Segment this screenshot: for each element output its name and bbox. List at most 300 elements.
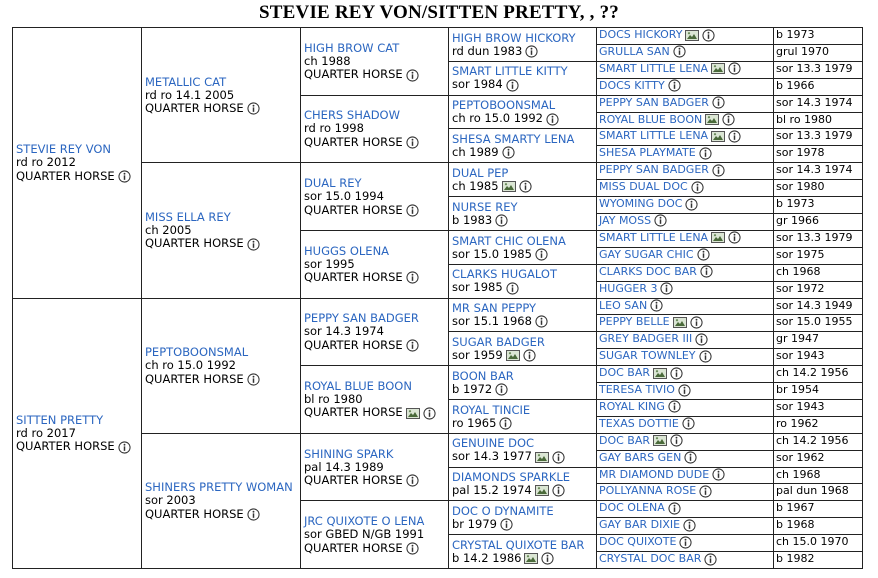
horse-name-link[interactable]	[599, 265, 771, 279]
horse-name-link[interactable]	[599, 417, 771, 431]
horse-name-link[interactable]	[599, 129, 771, 143]
info-circle-icon[interactable]	[704, 553, 717, 566]
horse-name-text[interactable]: TEXAS DOTTIE	[599, 416, 679, 430]
horse-details: sor 1943	[776, 399, 825, 413]
horse-name-link[interactable]: CLARKS HUGALOT	[452, 267, 557, 282]
pedigree-cell-gen2	[141, 162, 301, 298]
info-circle-icon[interactable]	[691, 181, 704, 194]
horse-name-link[interactable]: MISS ELLA REY	[145, 209, 231, 224]
horse-photo-icon[interactable]	[535, 452, 549, 463]
horse-details: b 1966	[776, 78, 815, 92]
pedigree-cell-gen4	[448, 264, 597, 299]
info-circle-icon[interactable]	[712, 468, 725, 481]
pedigree-cell-gen3	[300, 95, 449, 164]
info-circle-icon[interactable]	[406, 474, 419, 487]
horse-name-text[interactable]: MISS DUAL DOC	[599, 180, 688, 194]
horse-name-link[interactable]	[599, 332, 771, 346]
info-circle-icon[interactable]	[523, 349, 536, 362]
pedigree-cell-gen4	[448, 128, 597, 163]
horse-details	[145, 359, 297, 373]
pedigree-cell-gen5	[596, 44, 774, 62]
horse-name-text[interactable]: CRYSTAL DOC BAR	[599, 552, 702, 566]
pedigree-cell-gen4	[448, 399, 597, 434]
pedigree-cell-gen4	[448, 534, 597, 569]
pedigree-cell-gen3	[300, 230, 449, 299]
horse-details	[304, 122, 445, 136]
pedigree-cell-gen4	[448, 331, 597, 366]
horse-detail-text: sor 15.0 1994	[304, 189, 384, 204]
info-circle-icon[interactable]	[728, 62, 741, 75]
horse-name-link[interactable]: HUGGS OLENA	[304, 243, 390, 258]
pedigree-cell-gen1	[12, 298, 142, 570]
horse-detail-text: ch 1989	[452, 145, 499, 160]
info-circle-icon[interactable]	[670, 434, 683, 447]
horse-name-link[interactable]	[599, 484, 771, 498]
horse-name-text[interactable]: DOCS KITTY	[599, 78, 665, 92]
horse-details	[452, 214, 593, 228]
horse-name-link[interactable]: DOC O DYNAMITE	[452, 504, 554, 519]
horse-name-link[interactable]: PEPTOBOONSMAL	[452, 98, 556, 113]
horse-name-link[interactable]: SHINING SPARK	[304, 446, 394, 461]
info-circle-icon[interactable]	[118, 441, 131, 454]
info-circle-icon[interactable]	[670, 367, 683, 380]
pedigree-cell-gen4	[448, 467, 597, 502]
info-circle-icon[interactable]	[684, 451, 697, 464]
horse-name-link[interactable]	[599, 315, 771, 329]
horse-details	[452, 417, 593, 431]
info-circle-icon[interactable]	[668, 400, 681, 413]
horse-name-link[interactable]	[599, 552, 771, 566]
horse-name-text[interactable]: LEO SAN	[599, 298, 648, 312]
horse-name-text[interactable]: GAY SUGAR CHIC	[599, 247, 694, 261]
info-circle-icon[interactable]	[728, 231, 741, 244]
horse-details	[452, 281, 593, 295]
horse-name-link[interactable]	[599, 299, 771, 313]
pedigree-cell-gen2	[141, 433, 301, 569]
info-circle-icon[interactable]	[712, 96, 725, 109]
horse-details: br 1954	[776, 383, 819, 397]
horse-name-text[interactable]: JAY MOSS	[599, 213, 652, 227]
horse-detail-text: b 1972	[452, 381, 493, 396]
info-circle-icon[interactable]	[247, 238, 260, 251]
horse-breed	[304, 339, 445, 353]
pedigree-cell-gen1	[12, 27, 142, 299]
horse-name-link[interactable]: SMART CHIC OLENA	[452, 233, 566, 248]
info-circle-icon[interactable]	[699, 350, 712, 363]
info-circle-icon[interactable]	[423, 407, 436, 420]
info-circle-icon[interactable]	[406, 271, 419, 284]
horse-breed	[304, 406, 445, 420]
horse-details-cell	[773, 78, 863, 96]
info-circle-icon[interactable]	[650, 299, 663, 312]
horse-name-text[interactable]: ROYAL KING	[599, 399, 665, 413]
horse-name-text[interactable]: DOC QUIXOTE	[599, 535, 677, 549]
horse-photo-icon[interactable]	[711, 232, 725, 243]
horse-name-link[interactable]: STEVIE REY VON	[16, 142, 112, 157]
horse-details: b 1982	[776, 552, 815, 566]
horse-detail-text: QUARTER HORSE	[304, 540, 403, 555]
horse-name-text[interactable]: PEPPY SAN BADGER	[599, 95, 709, 109]
horse-detail-text: sor 1984	[452, 77, 503, 92]
horse-name-link[interactable]	[599, 535, 771, 549]
pedigree-cell-gen5	[596, 281, 774, 299]
horse-name-link[interactable]: HIGH BROW CAT	[304, 40, 400, 55]
horse-photo-icon[interactable]	[653, 435, 667, 446]
horse-name-text[interactable]: DOC OLENA	[599, 501, 665, 515]
info-circle-icon[interactable]	[678, 384, 691, 397]
horse-name-text[interactable]: SUGAR TOWNLEY	[599, 349, 696, 363]
horse-detail-text: sor 1959	[452, 347, 503, 362]
horse-detail-text: sor 14.3 1977	[452, 449, 532, 464]
info-circle-icon[interactable]	[406, 542, 419, 555]
horse-name-link[interactable]	[599, 180, 771, 194]
horse-name-text[interactable]: GAY BARS GEN	[599, 450, 682, 464]
pedigree-cell-gen5	[596, 264, 774, 282]
info-circle-icon[interactable]	[702, 29, 715, 42]
horse-name-link[interactable]: ROYAL BLUE BOON	[304, 378, 412, 393]
horse-name-link[interactable]: PEPTOBOONSMAL	[145, 345, 249, 360]
horse-details-cell	[773, 483, 863, 501]
info-circle-icon[interactable]	[685, 198, 698, 211]
horse-name-link[interactable]: DIAMONDS SPARKLE	[452, 470, 571, 485]
horse-name-text[interactable]: PEPPY SAN BADGER	[599, 163, 709, 177]
horse-name-text[interactable]: DOC BAR	[599, 433, 651, 447]
horse-name-link[interactable]	[599, 79, 771, 93]
pedigree-cell-gen5	[596, 247, 774, 265]
horse-name-link[interactable]	[599, 96, 771, 110]
info-circle-icon[interactable]	[535, 248, 548, 261]
info-circle-icon[interactable]	[673, 45, 686, 58]
info-circle-icon[interactable]	[683, 519, 696, 532]
horse-breed	[304, 68, 445, 82]
horse-detail-text: ch 1988	[304, 53, 351, 68]
info-circle-icon[interactable]	[495, 214, 508, 227]
info-circle-icon[interactable]	[690, 316, 703, 329]
info-circle-icon[interactable]	[118, 170, 131, 183]
pedigree-cell-gen5	[596, 213, 774, 231]
horse-name-link[interactable]: CRYSTAL QUIXOTE BAR	[452, 537, 585, 552]
horse-name-text[interactable]: GAY BAR DIXIE	[599, 518, 681, 532]
horse-details: ch 14.2 1956	[776, 433, 849, 447]
horse-details	[304, 528, 445, 542]
horse-detail-text: sor 14.3 1974	[304, 324, 384, 339]
info-circle-icon[interactable]	[700, 265, 713, 278]
horse-details	[452, 180, 593, 194]
horse-name-text[interactable]: CLARKS DOC BAR	[599, 264, 697, 278]
info-circle-icon[interactable]	[525, 45, 538, 58]
horse-name-link[interactable]: ROYAL TINCIE	[452, 402, 531, 417]
horse-details-cell	[773, 365, 863, 383]
horse-name-link[interactable]: MR SAN PEPPY	[452, 301, 537, 316]
horse-detail-text: pal 15.2 1974	[452, 483, 532, 498]
horse-details	[452, 518, 593, 532]
info-circle-icon[interactable]	[406, 204, 419, 217]
pedigree-cell-gen5	[596, 112, 774, 130]
horse-details-cell	[773, 230, 863, 248]
horse-breed	[304, 271, 445, 285]
horse-name-link[interactable]	[599, 400, 771, 414]
horse-details-cell	[773, 416, 863, 434]
horse-details	[452, 248, 593, 262]
info-circle-icon[interactable]	[699, 147, 712, 160]
pedigree-cell-gen5	[596, 365, 774, 383]
horse-details: grul 1970	[776, 44, 830, 58]
horse-name-text[interactable]: DOC BAR	[599, 366, 651, 380]
horse-name-link[interactable]: METALLIC CAT	[145, 74, 227, 89]
horse-details	[145, 494, 297, 508]
pedigree-cell-gen5	[596, 399, 774, 417]
horse-name-link[interactable]	[599, 214, 771, 228]
horse-details	[452, 450, 593, 464]
info-circle-icon[interactable]	[541, 552, 554, 565]
horse-details-cell	[773, 145, 863, 163]
horse-name-link[interactable]	[599, 231, 771, 245]
horse-name-text[interactable]: ROYAL BLUE BOON	[599, 112, 703, 126]
pedigree-cell-gen4	[448, 230, 597, 265]
info-circle-icon[interactable]	[552, 451, 565, 464]
horse-name-link[interactable]: SITTEN PRETTY	[16, 412, 104, 427]
horse-detail-text: ch ro 15.0 1992	[145, 358, 236, 373]
horse-name-link[interactable]	[599, 45, 771, 59]
horse-details: ch 15.0 1970	[776, 535, 849, 549]
horse-name-link[interactable]: DUAL PEP	[452, 165, 509, 180]
info-circle-icon[interactable]	[722, 113, 735, 126]
horse-photo-icon[interactable]	[711, 63, 725, 74]
pedigree-cell-gen5	[596, 433, 774, 451]
info-circle-icon[interactable]	[502, 146, 515, 159]
info-circle-icon[interactable]	[679, 536, 692, 549]
pedigree-cell-gen5	[596, 95, 774, 113]
horse-detail-text: QUARTER HORSE	[145, 101, 244, 116]
horse-name-text[interactable]: MR DIAMOND DUDE	[599, 467, 710, 481]
pedigree-cell-gen5	[596, 348, 774, 366]
horse-details-cell	[773, 382, 863, 400]
horse-breed	[145, 373, 297, 387]
horse-details-cell	[773, 27, 863, 45]
horse-details-cell	[773, 179, 863, 197]
info-circle-icon[interactable]	[247, 373, 260, 386]
horse-details-cell	[773, 162, 863, 180]
horse-details	[452, 112, 593, 126]
horse-detail-text: QUARTER HORSE	[304, 405, 403, 420]
info-circle-icon[interactable]	[546, 113, 559, 126]
info-circle-icon[interactable]	[500, 518, 513, 531]
info-circle-icon[interactable]	[406, 69, 419, 82]
horse-detail-text: rd ro 2012	[16, 155, 76, 170]
info-circle-icon[interactable]	[406, 339, 419, 352]
horse-name-text[interactable]: SHESA PLAYMATE	[599, 146, 696, 160]
horse-name-link[interactable]	[599, 248, 771, 262]
horse-details: ch 14.2 1956	[776, 366, 849, 380]
horse-details: sor 1972	[776, 281, 825, 295]
horse-details-cell	[773, 95, 863, 113]
horse-name-text[interactable]: TERESA TIVIO	[599, 383, 675, 397]
horse-name-text[interactable]: GREY BADGER III	[599, 332, 693, 346]
horse-details	[16, 427, 138, 441]
info-circle-icon[interactable]	[682, 417, 695, 430]
horse-detail-text: sor 2003	[145, 493, 196, 508]
horse-details: ch 1968	[776, 264, 821, 278]
info-circle-icon[interactable]	[519, 180, 532, 193]
horse-name-link[interactable]	[599, 146, 771, 160]
pedigree-cell-gen5	[596, 230, 774, 248]
horse-photo-icon[interactable]	[705, 114, 719, 125]
horse-detail-text: rd ro 1998	[304, 121, 364, 136]
horse-name-text[interactable]: SMART LITTLE LENA	[599, 230, 709, 244]
horse-name-link[interactable]	[599, 451, 771, 465]
horse-name-link[interactable]	[599, 282, 771, 296]
pedigree-cell-gen3	[300, 162, 449, 231]
horse-name-text[interactable]: PEPPY BELLE	[599, 315, 670, 329]
horse-name-link[interactable]	[599, 518, 771, 532]
pedigree-cell-gen5	[596, 298, 774, 316]
horse-detail-text: bl ro 1980	[304, 391, 363, 406]
pedigree-cell-gen4	[448, 365, 597, 400]
pedigree-cell-gen3	[300, 365, 449, 434]
horse-name-link[interactable]	[599, 62, 771, 76]
info-circle-icon[interactable]	[499, 417, 512, 430]
pedigree-cell-gen4	[448, 162, 597, 197]
horse-name-text[interactable]: POLLYANNA ROSE	[599, 484, 697, 498]
info-circle-icon[interactable]	[695, 333, 708, 346]
horse-photo-icon[interactable]	[502, 181, 516, 192]
horse-name-text[interactable]: SMART LITTLE LENA	[599, 129, 709, 143]
horse-photo-icon[interactable]	[406, 408, 420, 419]
horse-name-link[interactable]	[599, 163, 771, 177]
horse-details: gr 1947	[776, 332, 819, 346]
horse-details	[304, 55, 445, 69]
horse-name-link[interactable]: BOON BAR	[452, 368, 514, 383]
horse-name-text[interactable]: HUGGER 3	[599, 281, 658, 295]
horse-name-text[interactable]: SMART LITTLE LENA	[599, 61, 709, 75]
pedigree-cell-gen5	[596, 416, 774, 434]
horse-name-link[interactable]	[599, 197, 771, 211]
pedigree-cell-gen5	[596, 196, 774, 214]
horse-name-link[interactable]: DUAL REY	[304, 176, 362, 191]
horse-name-link[interactable]: CHERS SHADOW	[304, 108, 400, 123]
info-circle-icon[interactable]	[668, 79, 681, 92]
info-circle-icon[interactable]	[697, 248, 710, 261]
info-circle-icon[interactable]	[406, 136, 419, 149]
horse-details-cell	[773, 467, 863, 485]
horse-name-text[interactable]: GRULLA SAN	[599, 44, 670, 58]
info-circle-icon[interactable]	[728, 130, 741, 143]
horse-details	[304, 393, 445, 407]
horse-detail-text: ch 2005	[145, 222, 192, 237]
horse-name-link[interactable]	[599, 349, 771, 363]
horse-name-link[interactable]	[599, 28, 771, 42]
horse-detail-text: sor 15.1 1968	[452, 314, 532, 329]
info-circle-icon[interactable]	[552, 484, 565, 497]
info-circle-icon[interactable]	[247, 102, 260, 115]
horse-photo-icon[interactable]	[653, 368, 667, 379]
horse-name-link[interactable]: SHESA SMARTY LENA	[452, 132, 575, 147]
horse-detail-text: QUARTER HORSE	[304, 67, 403, 82]
pedigree-cell-gen5	[596, 128, 774, 146]
horse-detail-text: QUARTER HORSE	[16, 168, 115, 183]
horse-name-link[interactable]: SUGAR BADGER	[452, 334, 545, 349]
horse-details-cell	[773, 551, 863, 569]
horse-detail-text: b 1983	[452, 212, 493, 227]
pedigree-cell-gen5	[596, 483, 774, 501]
info-circle-icon[interactable]	[699, 485, 712, 498]
horse-name-link[interactable]	[599, 501, 771, 515]
horse-name-link[interactable]: GENUINE DOC	[452, 436, 535, 451]
pedigree-cell-gen4	[448, 500, 597, 535]
horse-details: sor 13.3 1979	[776, 230, 853, 244]
horse-details: b 1973	[776, 28, 815, 41]
horse-photo-icon[interactable]	[711, 131, 725, 142]
pedigree-cell-gen5	[596, 331, 774, 349]
horse-detail-text: pal 14.3 1989	[304, 459, 384, 474]
horse-details	[452, 45, 593, 59]
pedigree-cell-gen4	[448, 61, 597, 96]
info-circle-icon[interactable]	[247, 508, 260, 521]
horse-name-link[interactable]: SMART LITTLE KITTY	[452, 64, 568, 79]
horse-photo-icon[interactable]	[506, 350, 520, 361]
horse-detail-text: br 1979	[452, 517, 497, 532]
info-circle-icon[interactable]	[654, 214, 667, 227]
info-circle-icon[interactable]	[506, 79, 519, 92]
horse-name-text[interactable]: DOCS HICKORY	[599, 28, 683, 41]
horse-details: sor 14.3 1974	[776, 95, 853, 109]
horse-breed	[145, 508, 297, 522]
horse-detail-text: QUARTER HORSE	[304, 337, 403, 352]
horse-name-link[interactable]: JRC QUIXOTE O LENA	[304, 514, 425, 529]
horse-details	[452, 383, 593, 397]
horse-photo-icon[interactable]	[673, 317, 687, 328]
horse-detail-text: QUARTER HORSE	[145, 506, 244, 521]
horse-photo-icon[interactable]	[535, 485, 549, 496]
horse-details: sor 1962	[776, 450, 825, 464]
horse-breed	[145, 102, 297, 116]
horse-detail-text: rd ro 14.1 2005	[145, 87, 235, 102]
horse-details-cell	[773, 433, 863, 451]
horse-name-link[interactable]: SHINERS PRETTY WOMAN	[145, 480, 293, 495]
info-circle-icon[interactable]	[535, 315, 548, 328]
horse-detail-text: QUARTER HORSE	[304, 473, 403, 488]
horse-details: sor 1980	[776, 180, 825, 194]
horse-details: ro 1962	[776, 416, 819, 430]
horse-name-link[interactable]: PEPPY SAN BADGER	[304, 311, 419, 326]
info-circle-icon[interactable]	[506, 282, 519, 295]
horse-name-link[interactable]	[599, 113, 771, 127]
info-circle-icon[interactable]	[495, 383, 508, 396]
horse-detail-text: b 14.2 1986	[452, 550, 522, 565]
horse-detail-text: rd dun 1983	[452, 43, 523, 58]
horse-name-link[interactable]: NURSE REY	[452, 199, 518, 214]
horse-details	[452, 78, 593, 92]
horse-photo-icon[interactable]	[685, 30, 699, 41]
horse-name-text[interactable]: WYOMING DOC	[599, 197, 683, 211]
horse-details-cell	[773, 450, 863, 468]
info-circle-icon[interactable]	[660, 282, 673, 295]
horse-name-link[interactable]: HIGH BROW HICKORY	[452, 30, 576, 45]
info-circle-icon[interactable]	[712, 164, 725, 177]
horse-name-link[interactable]	[599, 434, 771, 448]
info-circle-icon[interactable]	[668, 502, 681, 515]
horse-photo-icon[interactable]	[524, 553, 538, 564]
horse-name-link[interactable]	[599, 468, 771, 482]
horse-name-link[interactable]	[599, 366, 771, 380]
horse-details-cell	[773, 517, 863, 535]
horse-name-link[interactable]	[599, 383, 771, 397]
horse-details	[304, 258, 445, 272]
horse-details-cell	[773, 213, 863, 231]
horse-details-cell	[773, 196, 863, 214]
horse-details-cell	[773, 399, 863, 417]
horse-breed	[145, 237, 297, 251]
